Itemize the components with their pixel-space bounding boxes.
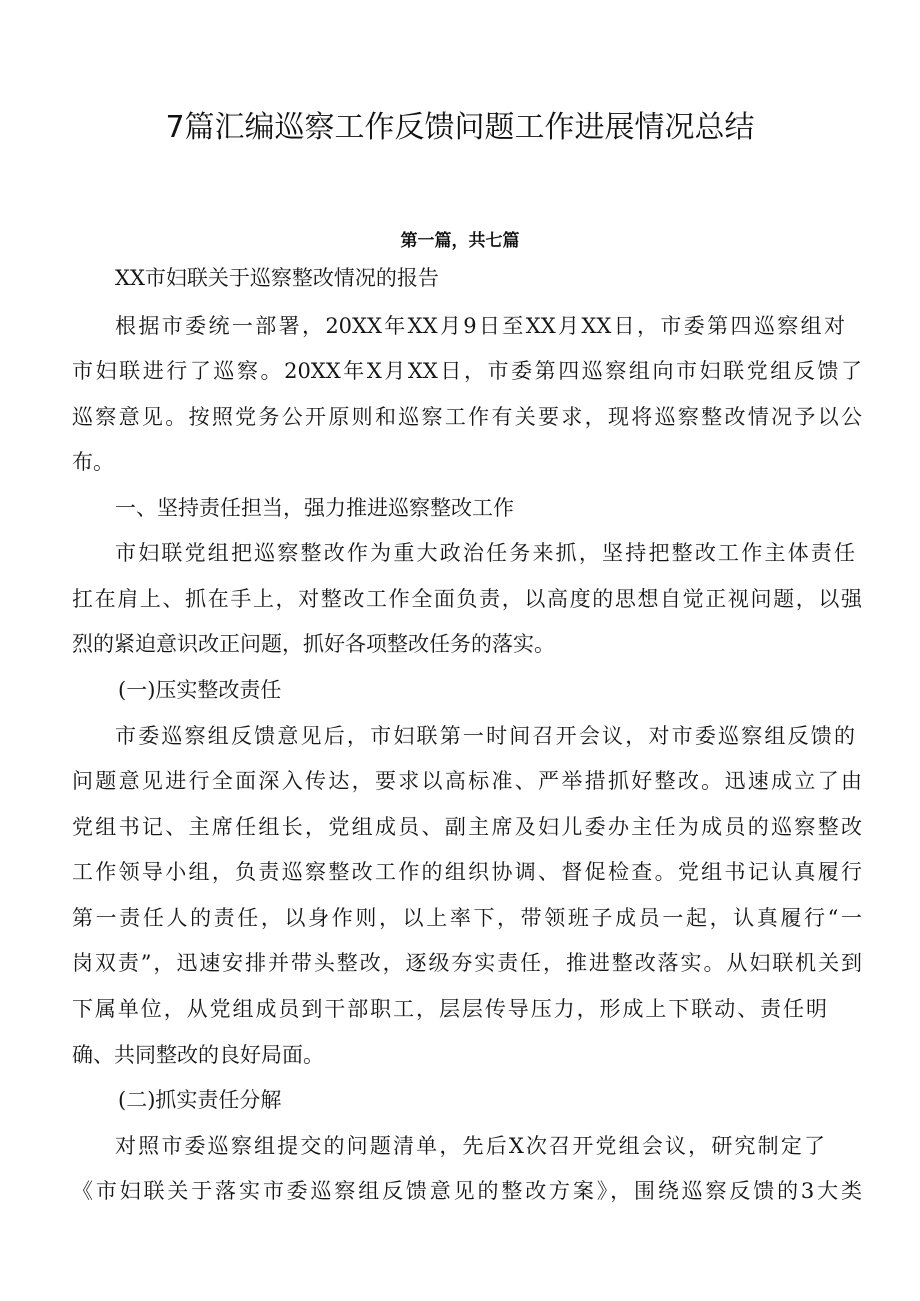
paragraph-line: 工作领导小组，负责巡察整改工作的组织协调、督促检查。党组书记认真履行 — [72, 860, 862, 884]
paragraph-line: 市妇联党组把巡察整改作为重大政治任务来抓，坚持把整改工作主体责任 — [115, 541, 855, 565]
document-title: 7篇汇编巡察工作反馈问题工作进展情况总结 — [165, 110, 755, 145]
paragraph-line: 烈的紧迫意识改正问题，抓好各项整改任务的落实。 — [72, 632, 555, 656]
paragraph-line: 市妇联进行了巡察。20XX年X月XX日，市委第四巡察组向市妇联党组反馈了 — [72, 359, 862, 383]
report-heading: XX市妇联关于巡察整改情况的报告 — [115, 266, 439, 290]
paragraph-line: 岗双责”，迅速安排并带头整改，逐级夯实责任，推进整改落实。从妇联机关到 — [72, 951, 862, 975]
paragraph-line: 下属单位，从党组成员到干部职工，层层传导压力，形成上下联动、责任明 — [72, 997, 827, 1021]
paragraph-line: 布。 — [72, 450, 114, 474]
paragraph-line: 确、共同整改的良好局面。 — [72, 1043, 324, 1067]
section-heading: 一、坚持责任担当，强力推进巡察整改工作 — [115, 496, 514, 520]
paragraph-line: 问题意见进行全面深入传达，要求以高标准、严举措抓好整改。迅速成立了由 — [72, 769, 862, 793]
paragraph-line: 扛在肩上、抓在手上，对整改工作全面负责，以高度的思想自觉正视问题，以强 — [72, 587, 862, 611]
subsection-heading: (一)压实整改责任 — [118, 678, 282, 702]
paragraph-line: 第一责任人的责任，以身作则，以上率下，带领班子成员一起，认真履行“一 — [72, 906, 862, 930]
subsection-heading: (二)抓实责任分解 — [118, 1088, 282, 1112]
paragraph-line: 根据市委统一部署，20XX年XX月9日至XX月XX日，市委第四巡察组对 — [115, 314, 845, 338]
paragraph-line: 巡察意见。按照党务公开原则和巡察工作有关要求，现将巡察整改情况予以公 — [72, 405, 862, 429]
paragraph-line: 党组书记、主席任组长，党组成员、副主席及妇儿委办主任为成员的巡察整改 — [72, 815, 862, 839]
document-subtitle: 第一篇，共七篇 — [400, 231, 520, 251]
paragraph-line: 对照市委巡察组提交的问题清单，先后X次召开党组会议，研究制定了 — [115, 1134, 825, 1158]
paragraph-line: 市委巡察组反馈意见后，市妇联第一时间召开会议，对市委巡察组反馈的 — [115, 724, 855, 748]
paragraph-line: 《市妇联关于落实市委巡察组反馈意见的整改方案》，围绕巡察反馈的3大类 — [72, 1179, 862, 1203]
